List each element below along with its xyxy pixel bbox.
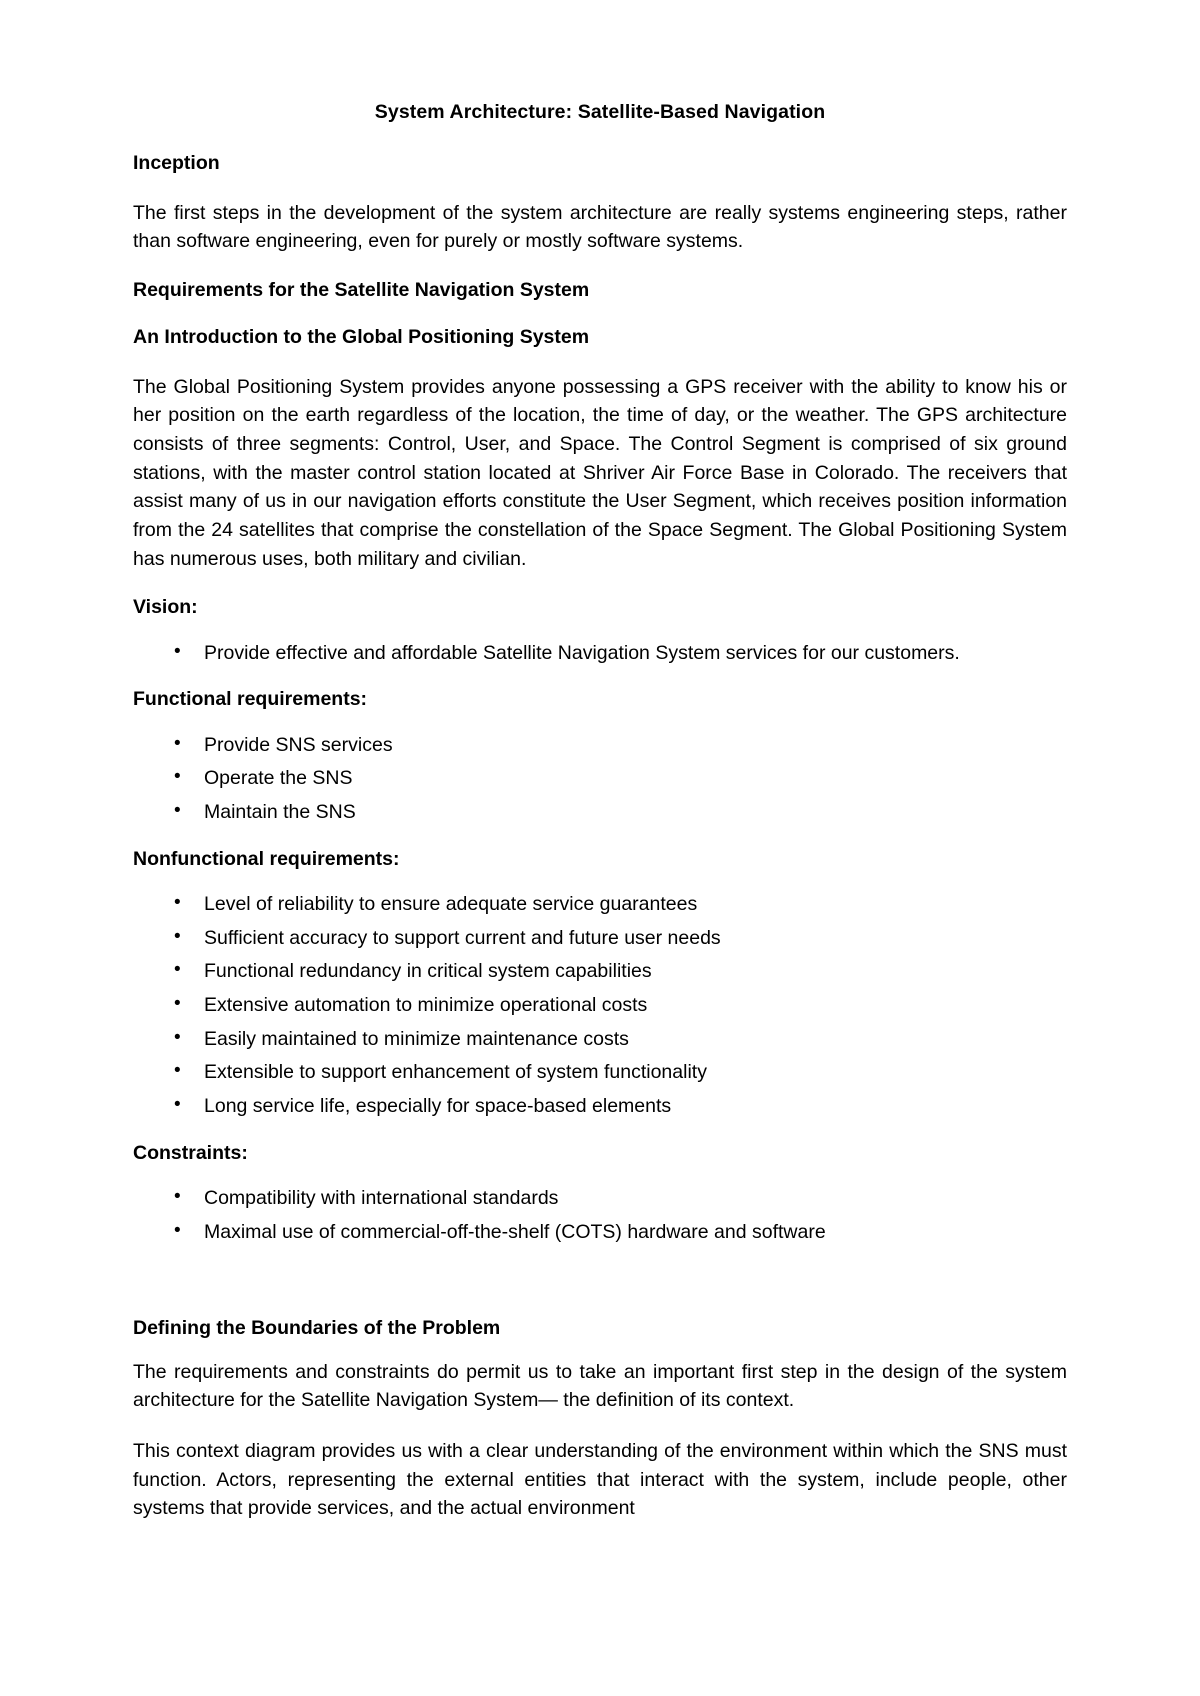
list-item: • Provide effective and affordable Satellite Navigation System services for our customers.: [133, 639, 1067, 668]
list-item: • Maximal use of commercial-off-the-shelf (COTS) hardware and software: [133, 1218, 1067, 1247]
list-item: • Level of reliability to ensure adequate service guarantees: [133, 890, 1067, 919]
label-constraints: Constraints:: [133, 1141, 248, 1164]
list-item: • Functional redundancy in critical system capabilities: [133, 957, 1067, 986]
heading-defining-boundaries: Defining the Boundaries of the Problem: [133, 1317, 501, 1340]
label-functional-requirements: Functional requirements:: [133, 688, 368, 711]
list-functional-requirements: [133, 731, 1067, 827]
list-item: • Extensible to support enhancement of system functionality: [133, 1058, 1067, 1087]
paragraph-boundaries-1: The requirements and constraints do permit us to take an important first step in the design of the system architecture for the Satellite Navigation System— the definition of its context.: [133, 1360, 1067, 1412]
label-nonfunctional-requirements: Nonfunctional requirements:: [133, 847, 400, 870]
paragraph-gps-introduction: The Global Positioning System provides anyone possessing a GPS receiver with the ability to know his or her position on the earth regardless of the location, the time of day, or the weather. The GPS architecture consists of three segments: Control, User, and Space. The Control Segment is comprised of six ground stations, with the master control station located at Shriver Air Force Base in Colorado. The receivers that assist many of us in our navigation efforts constitute the User Segment, which receives position information from the 24 satellites that comprise the constellation of the Space Segment. The Global Positioning System has numerous uses, both military and civilian.: [133, 375, 1067, 570]
list-item: • Provide SNS services: [133, 731, 1067, 760]
list-vision: [133, 639, 1067, 668]
label-vision: Vision:: [133, 596, 198, 619]
list-constraints: [133, 1184, 1067, 1246]
list-nonfunctional-requirements: [133, 890, 1067, 1121]
heading-inception: Inception: [133, 152, 220, 175]
heading-gps-introduction: An Introduction to the Global Positioning System: [133, 326, 590, 349]
section-spacer: [133, 1266, 1067, 1308]
list-item: • Sufficient accuracy to support current and future user needs: [133, 924, 1067, 953]
list-item: • Maintain the SNS: [133, 798, 1067, 827]
list-item: • Compatibility with international standards: [133, 1184, 1067, 1213]
list-item: • Long service life, especially for space-based elements: [133, 1092, 1067, 1121]
list-item: • Extensive automation to minimize operational costs: [133, 991, 1067, 1020]
list-item: • Easily maintained to minimize maintenance costs: [133, 1025, 1067, 1054]
page-title: System Architecture: Satellite-Based Navigation: [374, 101, 826, 123]
paragraph-boundaries-2: This context diagram provides us with a clear understanding of the environment within which the SNS must function. Actors, representing the external entities that interact with the system, include people, other systems that provide services, and the actual environment: [133, 1439, 1067, 1520]
paragraph-inception: The first steps in the development of the system architecture are really systems engineering steps, rather than software engineering, even for purely or mostly software systems.: [133, 201, 1067, 253]
list-item: • Operate the SNS: [133, 764, 1067, 793]
heading-requirements: Requirements for the Satellite Navigation System: [133, 279, 590, 301]
